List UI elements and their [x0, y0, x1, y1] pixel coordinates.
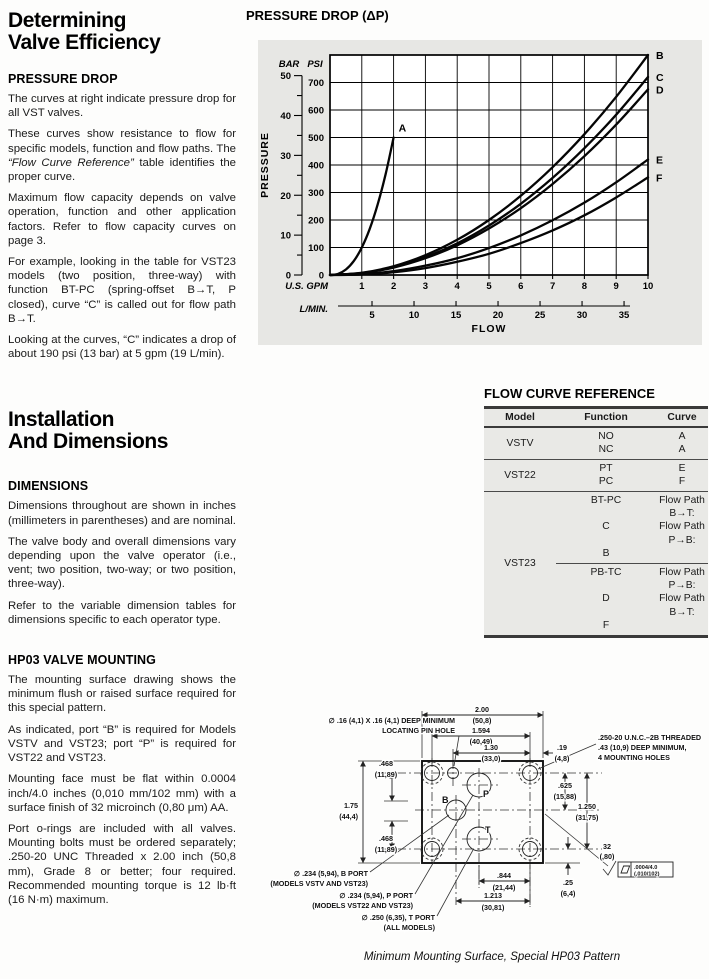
table-group-VSTV — [484, 428, 708, 459]
svg-text:(31,75): (31,75) — [575, 813, 599, 822]
curve-label-A: A — [398, 122, 407, 135]
title-line: Installation — [8, 408, 115, 432]
psi-tick-label: 100 — [308, 243, 324, 254]
svg-text:.43 (10,9) DEEP MINIMUM,: .43 (10,9) DEEP MINIMUM, — [598, 743, 687, 752]
function-cell: Flow Path B→T: — [659, 593, 705, 618]
svg-text:1.594: 1.594 — [472, 726, 490, 735]
flow-axis-label: FLOW — [471, 323, 507, 335]
table-header-row — [484, 409, 708, 428]
group-rows — [556, 494, 708, 633]
psi-tick-label: 400 — [308, 160, 324, 172]
function-block-header: PB-TC — [590, 566, 622, 578]
table-body — [484, 428, 708, 635]
svg-text:(11,89): (11,89) — [374, 770, 398, 779]
page-title-1 — [8, 10, 236, 54]
italic-reference: “Flow Curve Reference” — [8, 156, 134, 169]
paragraph: Port o-rings are included with all valves. Mounting bolts must be ordered separately; .250-20 UNC Threaded x 2.00 inch (50,8 mm), Grade 8 or better; four required. Recommended mounting torque is 12 lb·ft (16 N·m) maximum. — [8, 822, 236, 906]
bar-tick-label: 0 — [285, 270, 291, 282]
lmin-tick-label: 10 — [408, 310, 420, 321]
svg-text:(21,44): (21,44) — [492, 883, 516, 892]
paragraph: The curves at right indicate pressure drop for all VST valves. — [8, 93, 236, 120]
svg-text:T: T — [485, 825, 491, 835]
curve-label-D: D — [656, 84, 664, 97]
gpm-tick-label: 1 — [359, 281, 365, 292]
svg-text:.0004/4.0: .0004/4.0 — [634, 865, 658, 871]
lmin-tick-label: 30 — [576, 310, 588, 321]
svg-text:∅ .16 (4,1) X .16 (4,1) DEEP M: ∅ .16 (4,1) X .16 (4,1) DEEP MINIMUM — [328, 716, 455, 725]
curve-cell: A — [678, 444, 686, 456]
svg-text:.625: .625 — [558, 781, 572, 790]
table-group-VST22 — [484, 459, 708, 491]
paragraph: Maximum flow capacity depends on valve operation, function and other application factors. Refer to flow capacity curves on page 3. — [8, 192, 236, 247]
curve-label-E: E — [656, 154, 664, 167]
paragraph — [8, 127, 236, 184]
paragraph-text: These curves show resistance to flow for specific models, function and flow paths. The — [8, 128, 236, 155]
function-block — [556, 494, 708, 561]
paragraph: Looking at the curves, “C” indicates a drop of about 190 psi (13 bar) at 5 gpm (19 L/min). — [8, 334, 236, 361]
paragraph-text: table identifies the proper curve. — [8, 156, 236, 184]
model-cell: VST22 — [504, 469, 536, 481]
lmin-tick-label: 25 — [534, 310, 546, 321]
gpm-tick-label: 4 — [454, 281, 460, 292]
pressure-drop-chart — [258, 40, 702, 345]
svg-text:∅ .250 (6,35), T PORT: ∅ .250 (6,35), T PORT — [361, 913, 435, 922]
function-cell: Flow Path B→T: — [659, 494, 705, 520]
svg-text:B: B — [442, 795, 449, 805]
svg-text:.25: .25 — [563, 878, 573, 887]
svg-text:(6,4): (6,4) — [560, 889, 576, 898]
column-header-curve: Curve — [667, 412, 697, 423]
bar-unit-label: BAR — [278, 59, 300, 70]
svg-text:∅ .234 (5,94), B PORT: ∅ .234 (5,94), B PORT — [293, 869, 368, 878]
svg-text:4 MOUNTING HOLES: 4 MOUNTING HOLES — [598, 753, 670, 762]
svg-text:.844: .844 — [497, 871, 511, 880]
lmin-tick-label: 15 — [450, 310, 462, 321]
section-heading-hp03-mounting: HP03 VALVE MOUNTING — [8, 653, 156, 668]
svg-text:1.75: 1.75 — [344, 801, 358, 810]
gpm-tick-label: 7 — [549, 281, 556, 292]
column-header-model: Model — [505, 412, 535, 423]
lmin-axis-label: L/MIN. — [299, 304, 328, 315]
svg-text:1.30: 1.30 — [484, 743, 498, 752]
chart-title: PRESSURE DROP (ΔP) — [246, 8, 389, 23]
lmin-tick-label: 20 — [492, 310, 504, 321]
svg-text:(33,0): (33,0) — [481, 754, 501, 763]
svg-text:LOCATING PIN HOLE: LOCATING PIN HOLE — [382, 726, 455, 735]
gpm-tick-label: 9 — [613, 281, 619, 292]
svg-text:1.250: 1.250 — [578, 802, 596, 811]
psi-tick-label: 200 — [308, 215, 324, 227]
group-rows — [556, 430, 708, 457]
reference-table — [484, 406, 708, 638]
mounting-plate — [421, 761, 543, 863]
function-block — [556, 430, 708, 457]
svg-text:.468: .468 — [379, 759, 393, 768]
svg-text:∅ .234 (5,94), P PORT: ∅ .234 (5,94), P PORT — [339, 891, 413, 900]
paragraph: The valve body and overall dimensions vary depending upon the valve operator (i.e., vent; two position, two-way; or two position, three-way). — [8, 535, 236, 591]
svg-text:(MODELS VST22 AND VST23): (MODELS VST22 AND VST23) — [312, 901, 413, 910]
pressure-axis-label: PRESSURE — [259, 132, 271, 198]
paragraph: Mounting face must be flat within 0.0004 inch/4.0 inches (0,010 mm/102 mm) with a surface finish of 32 microinch (0,80 μm) AA. — [8, 773, 236, 814]
flow-curve-reference — [484, 386, 708, 638]
svg-text:.250-20 U.N.C.–2B THREADED: .250-20 U.N.C.–2B THREADED — [598, 733, 702, 742]
bar-tick-label: 40 — [280, 111, 291, 122]
function-block — [556, 462, 708, 489]
function-cell: PT — [599, 462, 613, 474]
page-title-2 — [8, 409, 236, 453]
lmin-tick-label: 35 — [618, 310, 630, 321]
psi-tick-label: 600 — [308, 105, 324, 117]
gpm-tick-label: 8 — [581, 281, 588, 292]
curve-cell: C — [602, 521, 610, 533]
svg-text:(,010/102): (,010/102) — [634, 871, 660, 878]
psi-tick-label: 500 — [308, 133, 324, 144]
title-line: Determining — [8, 9, 127, 32]
curve-cell: A — [678, 431, 686, 442]
svg-text:(30,81): (30,81) — [481, 903, 505, 912]
svg-text:(15,88): (15,88) — [553, 792, 577, 801]
psi-tick-label: 0 — [318, 270, 324, 282]
svg-text:.468: .468 — [379, 834, 393, 843]
curve-cell: F — [602, 620, 610, 632]
left-text-column — [8, 10, 236, 914]
model-cell: VSTV — [506, 437, 534, 449]
svg-text:2.00: 2.00 — [475, 705, 489, 714]
function-block — [556, 563, 708, 633]
bar-tick-label: 20 — [280, 190, 291, 202]
svg-text:(11,89): (11,89) — [374, 845, 398, 854]
psi-tick-label: 700 — [308, 78, 324, 89]
curve-cell: F — [678, 476, 686, 488]
svg-text:(MODELS VSTV AND VST23): (MODELS VSTV AND VST23) — [270, 879, 368, 888]
gpm-axis-label: U.S. GPM — [285, 281, 328, 292]
paragraph: For example, looking in the table for VST23 models (two position, three-way) with function BT-PC (spring-offset B→T, P closed), curve “C” is called out for flow path B→T. — [8, 256, 236, 325]
gpm-tick-label: 2 — [390, 281, 397, 292]
dimension-labels — [339, 705, 615, 912]
bar-tick-label: 30 — [280, 150, 291, 162]
table-title: FLOW CURVE REFERENCE — [484, 386, 655, 401]
gpm-tick-label: 6 — [518, 281, 524, 292]
lmin-tick-label: 5 — [369, 310, 375, 321]
svg-text:(44,4): (44,4) — [339, 812, 358, 821]
bar-tick-label: 10 — [280, 230, 291, 242]
curve-label-B: B — [656, 50, 664, 62]
bar-tick-label: 50 — [280, 71, 291, 83]
svg-text:P: P — [483, 789, 490, 799]
paragraph: Refer to the variable dimension tables for dimensions specific to each operator type. — [8, 599, 236, 626]
section-heading-dimensions: DIMENSIONS — [8, 479, 89, 494]
model-cell: VST23 — [504, 557, 536, 569]
gpm-tick-label: 5 — [486, 281, 492, 292]
function-cell: Flow Path P→B: — [659, 521, 705, 546]
curve-cell: E — [678, 462, 686, 474]
svg-text:(ALL MODELS): (ALL MODELS) — [383, 923, 435, 932]
curve-label-F: F — [656, 172, 663, 185]
psi-tick-label: 300 — [308, 188, 324, 199]
psi-unit-label: PSI — [307, 59, 323, 70]
function-cell: NC — [598, 444, 614, 456]
function-cell: PC — [598, 476, 614, 488]
mounting-surface-drawing — [250, 692, 709, 964]
paragraph: The mounting surface drawing shows the minimum flush or raised surface required for this special pattern. — [8, 674, 236, 715]
function-cell: NO — [598, 431, 614, 442]
curve-cell: B — [602, 548, 610, 560]
table-group-VST23 — [484, 491, 708, 635]
drawing-caption: Minimum Mounting Surface, Special HP03 Pattern — [363, 951, 621, 963]
title-line: Valve Efficiency — [8, 31, 161, 54]
function-cell: Flow Path P→B: — [659, 566, 705, 592]
title-line: And Dimensions — [8, 430, 169, 454]
paragraph: Dimensions throughout are shown in inches (millimeters in parentheses) and are nominal. — [8, 500, 236, 527]
svg-text:(4,8): (4,8) — [554, 754, 570, 763]
section-heading-pressure-drop: PRESSURE DROP — [8, 72, 118, 86]
column-header-function: Function — [584, 412, 628, 423]
svg-text:(50,8): (50,8) — [472, 716, 492, 725]
curve-label-C: C — [656, 72, 664, 84]
curve-cell: D — [602, 593, 610, 605]
group-rows — [556, 462, 708, 489]
svg-text:.19: .19 — [557, 743, 567, 752]
svg-text:32: 32 — [603, 842, 611, 851]
svg-text:1.213: 1.213 — [484, 891, 502, 900]
gpm-tick-label: 10 — [642, 281, 654, 292]
function-block-header: BT-PC — [590, 494, 622, 506]
flatness-symbol-icon — [621, 866, 630, 873]
paragraph: As indicated, port “B” is required for Models VSTV and VST23; port “P” is required for VST22 and VST23. — [8, 723, 236, 765]
pressure-drop-chart-svg — [258, 40, 702, 345]
gpm-tick-label: 3 — [422, 281, 429, 292]
svg-text:(,80): (,80) — [599, 852, 615, 861]
svg-text:(40,49): (40,49) — [469, 737, 493, 746]
